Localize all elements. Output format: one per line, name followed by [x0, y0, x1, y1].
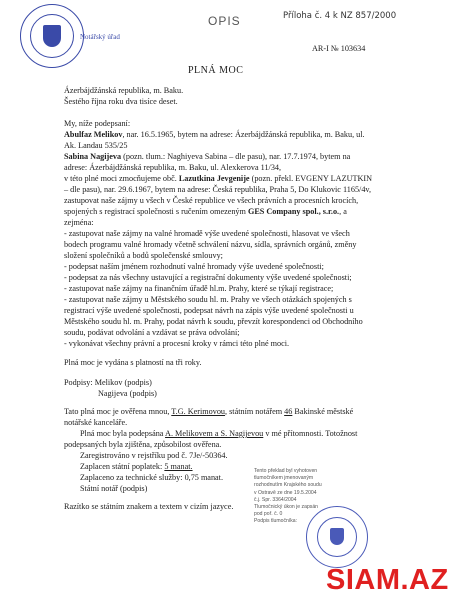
- date-line: Šestého října roku dva tisíce deset.: [64, 97, 178, 106]
- bullet-1-line2: bodech programu valné hromady včetně schválení názvu, sídla, správních orgánů, změny: [64, 240, 357, 249]
- attorney-line5: zejména:: [64, 218, 94, 227]
- certification-line2: notářské kanceláře.: [64, 418, 128, 427]
- signed-in-presence-line1: Plná moc byla podepsána A. Melikovem a S. Nagijevou v mé přítomnosti. Totožnost: [80, 429, 358, 438]
- bullet-4: - zastupovat naše zájmy na finančním úřadě hl.m. Prahy, které se týkají registrace;: [64, 284, 334, 293]
- signature-line-1: Podpisy: Melikov (podpis): [64, 378, 152, 387]
- person2-line2: adrese: Ázerbájdžánská republika, m. Baku, ul. Alexkerova 11/34,: [64, 163, 282, 172]
- translator-clause: Tento překlad byl vyhotoven tlumočníkem jmenovaným rozhodnutím Krajského soudu v Ostravě ze dne 19.5.2004 č.j. Spr. 3364/2004 Tlumočnický úkon je zapsán pod poř. č. 0 Podpis tlumočníka:: [254, 468, 322, 525]
- attorney-line2: – dle pasu), nar. 29.6.1967, bytem na adrese: Česká republika, Praha 5, Do Klukovic 1165/4v,: [64, 185, 372, 194]
- watermark-logo: SIAM.AZ: [326, 564, 449, 596]
- bullet-5-line3: Městského soudu hl. m. Prahy, podat návrh k soudu, převzít korespondenci od Obchodního: [64, 317, 363, 326]
- registry-number: AR-I № 103634: [312, 44, 366, 53]
- signatories-intro: My, níže podepsaní:: [64, 119, 131, 128]
- place-line: Ázerbájdžánská republika, m. Baku.: [64, 86, 184, 95]
- notary-signature: Státní notář (podpis): [80, 484, 148, 493]
- stamp-note: Razítko se státním znakem a textem v cizím jazyce.: [64, 502, 234, 511]
- person1-line2: Ak. Landau 535/25: [64, 141, 128, 150]
- bullet-1-line1: - zastupovat naše zájmy na valné hromadě výše uvedené společnosti, hlasovat ve všech: [64, 229, 350, 238]
- bullet-5-line1: - zastupovat naše zájmy u Městského soudu hl. m. Prahy ve všech otázkách spojených s: [64, 295, 352, 304]
- bullet-5-line4: soudu, podávat odvolání a vzdávat se práva odvolání;: [64, 328, 240, 337]
- signature-line-2: Nagijeva (podpis): [98, 389, 157, 398]
- certification-line1: Tato plná moc je ověřena mnou, T.G. Kerimovou, státním notářem 46 Bakinské městské: [64, 407, 354, 416]
- bullet-2: - podepsat naším jménem rozhodnutí valné hromady výše uvedené společnosti;: [64, 262, 324, 271]
- notary-seal: [20, 4, 84, 68]
- bullet-6: - vykonávat všechny právní a procesní kroky v rámci této plné moci.: [64, 339, 290, 348]
- signed-in-presence-line2: podepsaných byla zjištěna, způsobilost ověřena.: [64, 440, 222, 449]
- technical-fee: Zaplaceno za technické služby: 0,75 manat.: [80, 473, 223, 482]
- coat-of-arms-icon: [43, 25, 61, 47]
- attorney-line4: spojených s registrací společnosti s ručením omezeným GES Company spol., s.r.o., a: [64, 207, 347, 216]
- bullet-3: - podepsat za nás všechny ustavující a registrační dokumenty výše uvedené společnosti;: [64, 273, 352, 282]
- translator-seal: [306, 506, 368, 568]
- attorney-line1: v této plné moci zmocňujeme obč. Lazutkina Jevgenije (pozn. překl. EVGENY LAZUTKIN: [64, 174, 373, 183]
- document-title: PLNÁ MOC: [188, 65, 244, 76]
- coat-of-arms-icon: [330, 528, 344, 545]
- bullet-1-line3: složení společníků a bodů společenské smlouvy;: [64, 251, 223, 260]
- notary-seal-label: Notářský úřad: [80, 33, 120, 41]
- validity-line: Plná moc je vydána s platností na tři roky.: [64, 358, 202, 367]
- person2-line1: Sabina Nagijeva (pozn. tlum.: Naghiyeva Sabina – dle pasu), nar. 17.7.1974, bytem na: [64, 152, 351, 161]
- registration-number: Zaregistrováno v rejstříku pod č. 7Je/-50364.: [80, 451, 228, 460]
- bullet-5-line2: registrací výše uvedené společnosti, podepsat návrh na zápis výše uvedené společnosti u: [64, 306, 354, 315]
- person1-line1: Abulfaz Melikov, nar. 16.5.1965, bytem na adrese: Ázerbájdžánská republika, m. Baku, ul.: [64, 130, 365, 139]
- attorney-line3: zastupovat naše zájmy u všech v České republice ve všech právních a procesních krocích,: [64, 196, 359, 205]
- state-fee: Zaplacen státní poplatek: 5 manat.: [80, 462, 193, 471]
- opis-label: OPIS: [208, 14, 241, 28]
- handwritten-reference: Příloha č. 4 k NZ 857/2000: [283, 11, 397, 21]
